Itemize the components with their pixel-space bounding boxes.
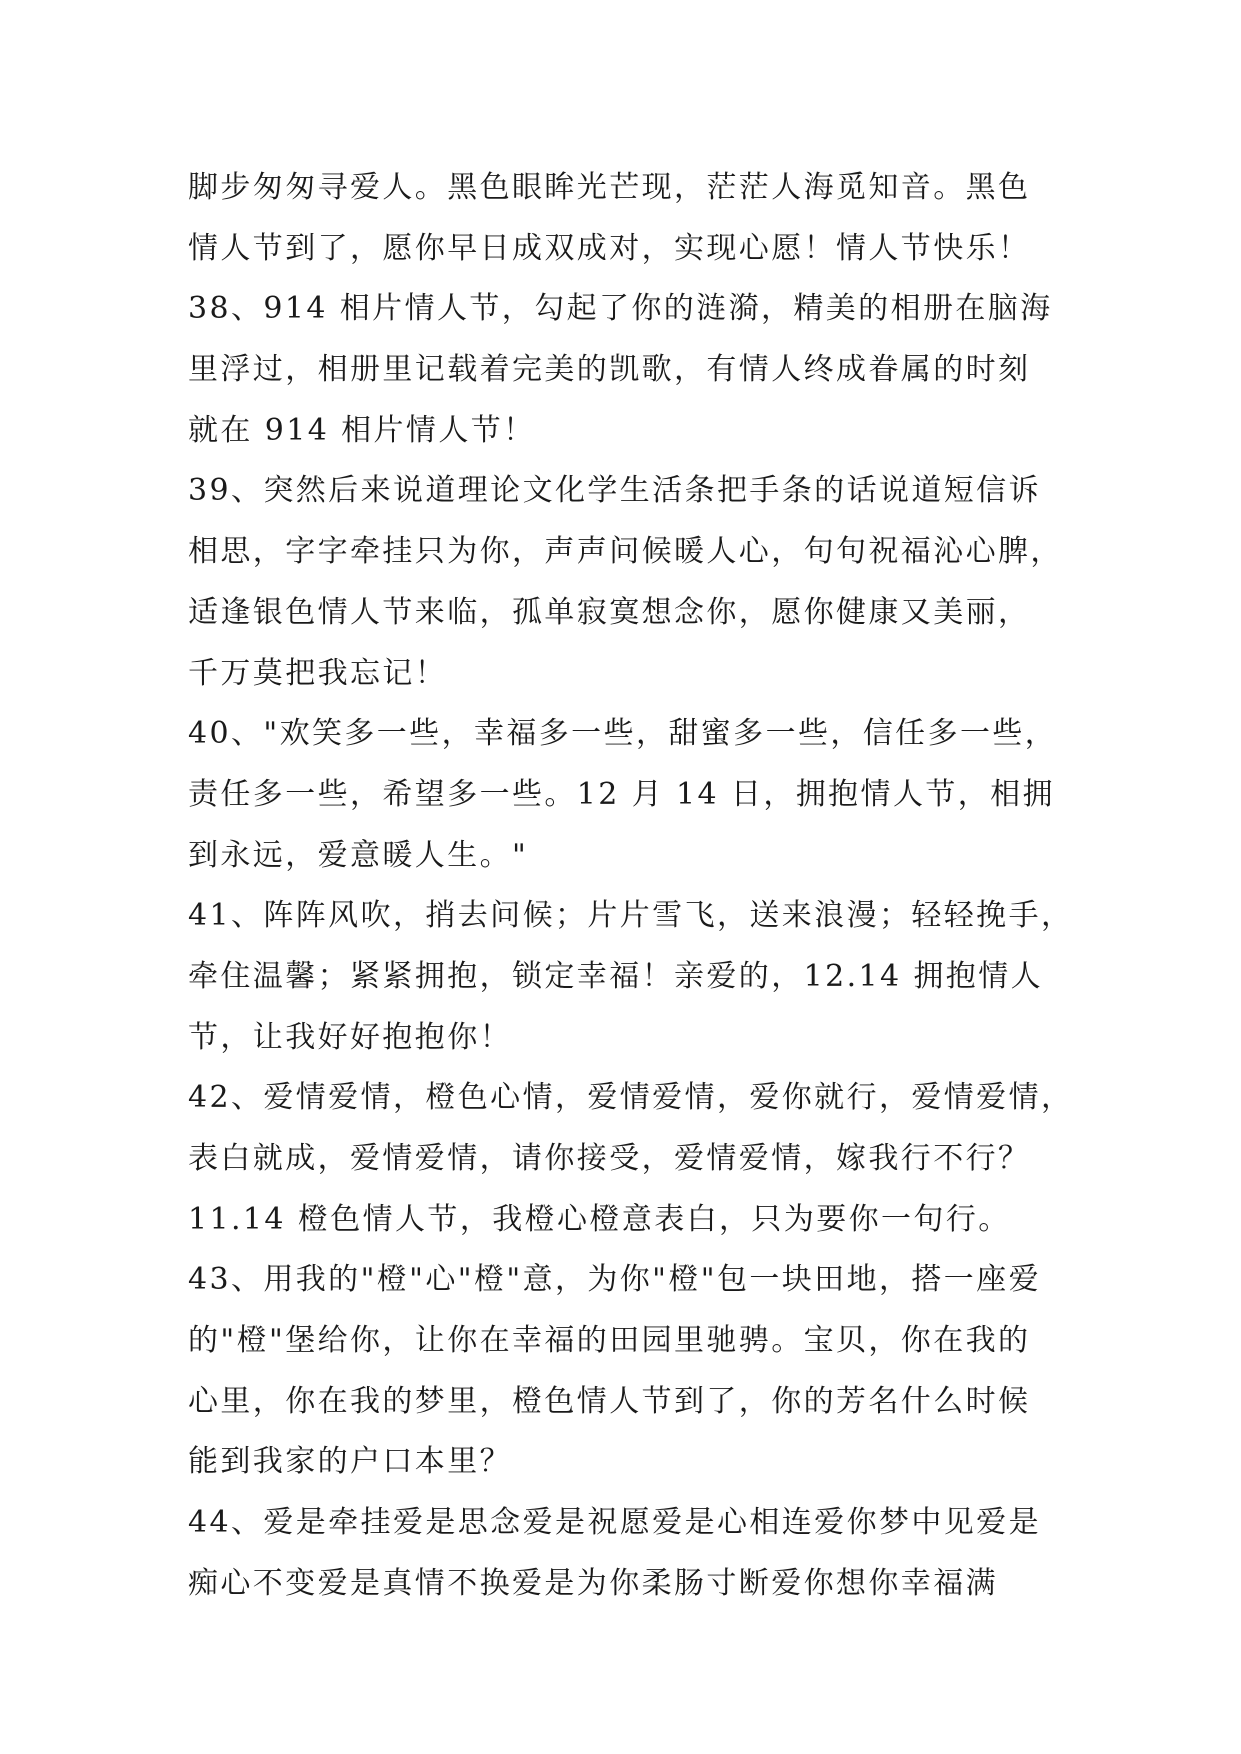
text-line: 心里，你在我的梦里，橙色情人节到了，你的芳名什么时候 [188, 1383, 1031, 1419]
text-line: 牵住温馨；紧紧拥抱，锁定幸福！亲爱的，12.14 拥抱情人 [188, 958, 1044, 994]
text-line: 里浮过，相册里记载着完美的凯歌，有情人终成眷属的时刻 [188, 352, 1031, 388]
text-line: 能到我家的户口本里？ [188, 1444, 512, 1480]
text-line: 的"橙"堡给你，让你在幸福的田园里驰骋。宝贝，你在我的 [188, 1323, 1031, 1359]
text-line: 痴心不变爱是真情不换爱是为你柔肠寸断爱你想你幸福满 [188, 1565, 998, 1601]
text-line: 适逢银色情人节来临，孤单寂寞想念你，愿你健康又美丽， [188, 594, 1031, 630]
text-line: 到永远，爱意暖人生。" [188, 837, 529, 873]
text-line: 41、阵阵风吹，捎去问候；片片雪飞，送来浪漫；轻轻挽手， [188, 898, 1074, 934]
text-line: 责任多一些，希望多一些。12 月 14 日，拥抱情人节，相拥 [188, 776, 1055, 812]
text-line: 39、突然后来说道理论文化学生活条把手条的话说道短信诉 [188, 473, 1041, 509]
text-line: 38、914 相片情人节，勾起了你的涟漪，精美的相册在脑海 [188, 291, 1053, 327]
text-line: 情人节到了，愿你早日成双成对，实现心愿！情人节快乐！ [188, 230, 1031, 266]
text-line: 脚步匆匆寻爱人。黑色眼眸光芒现，茫茫人海觅知音。黑色 [188, 170, 1031, 205]
text-line: 表白就成，爱情爱情，请你接受，爱情爱情，嫁我行不行？ [188, 1141, 1031, 1176]
text-line: 相思，字字牵挂只为你，声声问候暖人心，句句祝福沁心脾， [188, 534, 1063, 570]
text-line: 节，让我好好抱抱你！ [188, 1019, 512, 1055]
document-body [188, 158, 1078, 1615]
text-line: 43、用我的"橙"心"橙"意，为你"橙"包一块田地，搭一座爱 [188, 1262, 1041, 1298]
text-line: 44、爱是牵挂爱是思念爱是祝愿爱是心相连爱你梦中见爱是 [188, 1505, 1041, 1541]
text-line: 就在 914 相片情人节！ [188, 412, 536, 448]
text-line: 千万莫把我忘记！ [188, 655, 448, 691]
text-line: 11.14 橙色情人节，我橙心橙意表白，只为要你一句行。 [188, 1201, 1011, 1237]
text-line: 40、"欢笑多一些，幸福多一些，甜蜜多一些，信任多一些， [188, 716, 1058, 752]
text-line: 42、爱情爱情，橙色心情，爱情爱情，爱你就行，爱情爱情， [188, 1080, 1074, 1116]
